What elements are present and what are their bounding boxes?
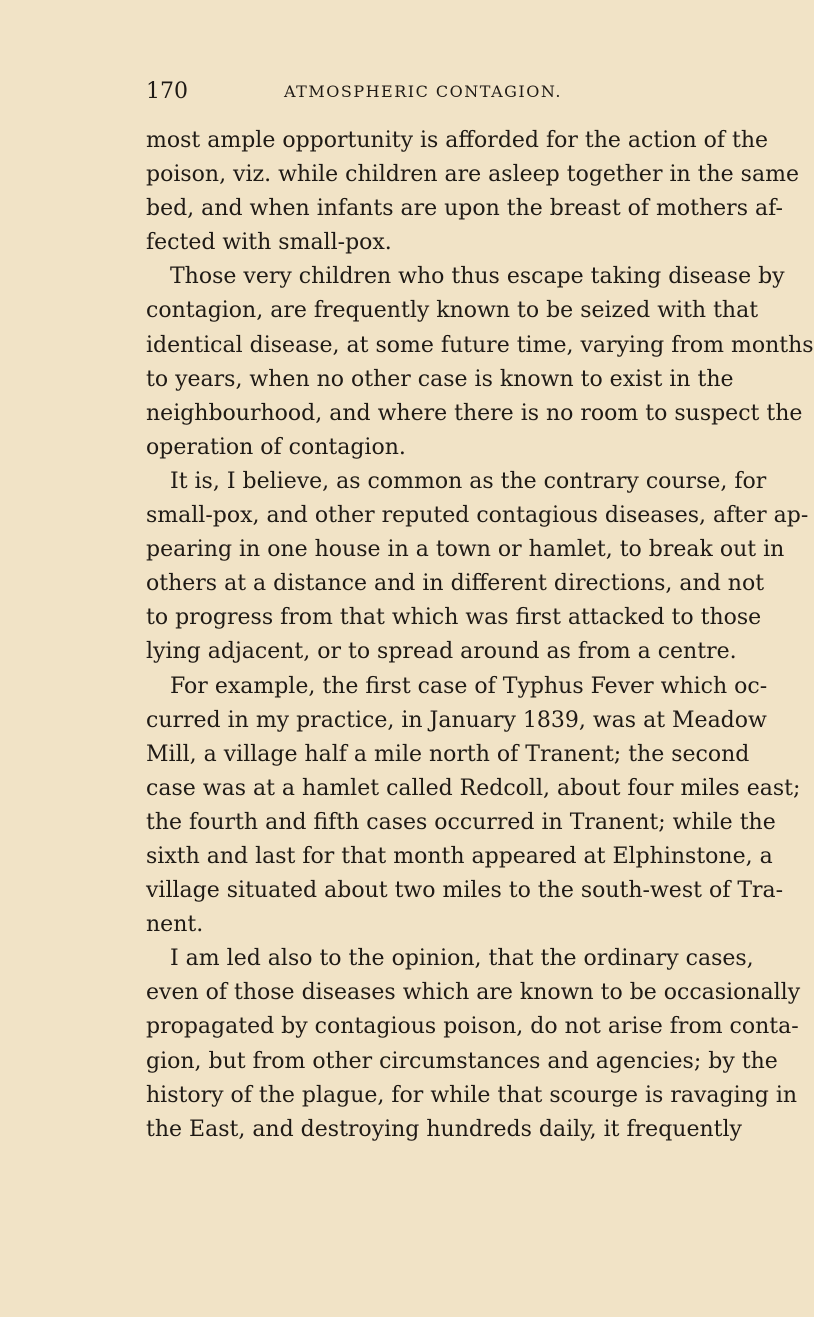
text-line: neighbourhood, and where there is no room to suspect the <box>146 400 803 426</box>
text-line: lying adjacent, or to spread around as from a centre. <box>146 639 737 665</box>
text-line: to years, when no other case is known to exist in the <box>146 366 734 392</box>
text-line: sixth and last for that month appeared at Elphinstone, a <box>146 843 773 869</box>
text-line: the fourth and fifth cases occurred in Tranent; while the <box>146 809 776 835</box>
text-line: bed, and when infants are upon the breast of mothers af- <box>146 196 783 222</box>
text-line: nent. <box>146 912 204 938</box>
text-line: Mill, a village half a mile north of Tranent; the second <box>146 741 750 767</box>
text-line: propagated by contagious poison, do not arise from conta- <box>146 1014 799 1040</box>
text-line: operation of contagion. <box>146 434 406 460</box>
paragraph-start-line: It is, I believe, as common as the contrary course, for <box>170 468 767 494</box>
text-line: gion, but from other circumstances and agencies; by the <box>146 1048 778 1074</box>
text-line: pearing in one house in a town or hamlet, to break out in <box>146 537 785 563</box>
text-line: small-pox, and other reputed contagious diseases, after ap- <box>146 503 809 529</box>
text-line: others at a distance and in different directions, and not <box>146 571 765 597</box>
text-line: poison, viz. while children are asleep together in the same <box>146 162 799 188</box>
paragraph-start-line: I am led also to the opinion, that the ordinary cases, <box>170 946 754 972</box>
body-text <box>146 124 814 1147</box>
paragraph-start-line: Those very children who thus escape taking disease by <box>170 264 785 290</box>
text-line: the East, and destroying hundreds daily, it frequently <box>146 1116 742 1142</box>
text-line: case was at a hamlet called Redcoll, about four miles east; <box>146 775 801 801</box>
text-line: village situated about two miles to the south-west of Tra- <box>146 878 784 904</box>
text-line: to progress from that which was first attacked to those <box>146 605 762 631</box>
text-line: most ample opportunity is afforded for the action of the <box>146 128 769 153</box>
text-line: even of those diseases which are known to be occasionally <box>146 980 801 1006</box>
text-line: fected with small-pox. <box>146 230 392 256</box>
page-number: 170 <box>146 79 188 104</box>
text-line: history of the plague, for while that scourge is ravaging in <box>146 1082 798 1108</box>
page-header <box>146 78 726 106</box>
text-line: identical disease, at some future time, varying from months <box>146 332 814 358</box>
paragraph-start-line: For example, the first case of Typhus Fever which oc- <box>170 673 768 699</box>
text-line: curred in my practice, in January 1839, was at Meadow <box>146 707 767 733</box>
text-line: contagion, are frequently known to be seized with that <box>146 298 759 324</box>
running-title: ATMOSPHERIC CONTAGION. <box>284 82 562 101</box>
